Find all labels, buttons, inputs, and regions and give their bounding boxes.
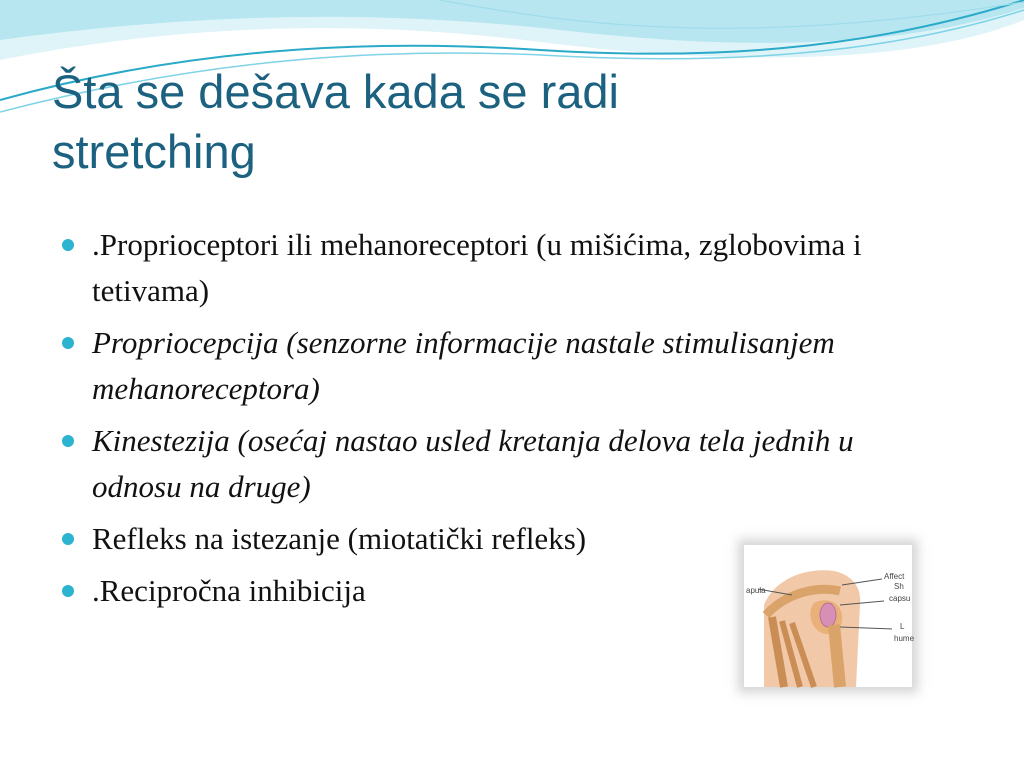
slide-title-line-1: Šta se dešava kada se radi bbox=[52, 65, 619, 118]
bullet-text: Refleks na istezanje (miotatički refleks) bbox=[92, 521, 587, 556]
bullet-item bbox=[62, 418, 922, 510]
shoulder-illustration bbox=[744, 545, 915, 687]
bullet-item bbox=[62, 320, 922, 412]
image-label-right-3: capsu bbox=[889, 594, 911, 603]
bullet-text: Kinestezija (osećaj nastao usled kretanja delova tela jednih u odnosu na druge) bbox=[92, 423, 854, 504]
bullet-dot-icon bbox=[62, 337, 74, 349]
bullet-dot-icon bbox=[62, 435, 74, 447]
image-label-right-4: L bbox=[900, 622, 905, 631]
bullet-dot-icon bbox=[62, 239, 74, 251]
image-label-right-1: Affect bbox=[884, 572, 905, 581]
bullet-dot-icon bbox=[62, 533, 74, 545]
slide-title-line-2: stretching bbox=[52, 125, 256, 179]
bullet-dot-icon bbox=[62, 585, 74, 597]
bullet-text: .Proprioceptori ili mehanoreceptori (u mišićima, zglobovima i tetivama) bbox=[92, 227, 862, 308]
bullet-text: .Recipročna inhibicija bbox=[92, 573, 366, 608]
slide-title bbox=[52, 62, 952, 182]
bullet-text: Propriocepcija (senzorne informacije nastale stimulisanjem mehanoreceptora) bbox=[92, 325, 835, 406]
image-label-right-5: hume bbox=[894, 634, 915, 643]
image-label-right-2: Sh bbox=[894, 582, 904, 591]
bullet-item bbox=[62, 222, 922, 314]
image-label-left: apula bbox=[746, 586, 766, 595]
shoulder-anatomy-image bbox=[744, 545, 915, 687]
